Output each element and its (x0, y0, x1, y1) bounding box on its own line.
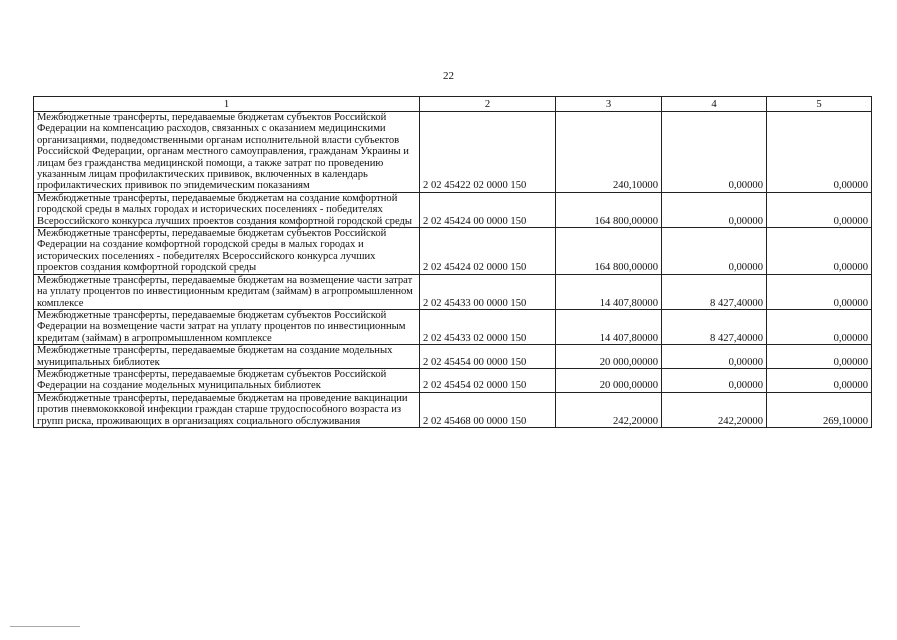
page-number: 22 (443, 70, 454, 82)
row-description: Межбюджетные трансферты, передаваемые бюджетам на возмещение части затрат на уплату процентов по инвестиционным кредитам (займам) в агропромышленном комплексе (34, 274, 420, 309)
row-value-col4: 0,00000 (662, 228, 767, 275)
row-description: Межбюджетные трансферты, передаваемые бюджетам субъектов Российской Федерации на создание модельных муниципальных библиотек (34, 368, 420, 392)
row-value-col4: 8 427,40000 (662, 309, 767, 344)
table-row (34, 274, 872, 309)
table-row (34, 112, 872, 193)
table-row (34, 192, 872, 227)
header-col-2: 2 (420, 97, 556, 112)
row-code: 2 02 45468 00 0000 150 (420, 392, 556, 427)
header-col-1: 1 (34, 97, 420, 112)
row-value-col3: 164 800,00000 (556, 228, 662, 275)
row-value-col5: 0,00000 (767, 309, 872, 344)
row-value-col5: 0,00000 (767, 368, 872, 392)
row-value-col5: 0,00000 (767, 274, 872, 309)
row-description: Межбюджетные трансферты, передаваемые бюджетам на создание комфортной городской среды в малых городах и исторических поселениях - победителях Всероссийского конкурса лучших проектов создания комфортной городской среды (34, 192, 420, 227)
table-row (34, 228, 872, 275)
header-col-4: 4 (662, 97, 767, 112)
row-code: 2 02 45424 02 0000 150 (420, 228, 556, 275)
row-value-col3: 20 000,00000 (556, 368, 662, 392)
footer-divider (10, 626, 80, 627)
row-description: Межбюджетные трансферты, передаваемые бюджетам субъектов Российской Федерации на создание комфортной городской среды в малых городах и исторических поселениях - победителях Всероссийского конкурса лучших проектов создания комфортной городской среды (34, 228, 420, 275)
row-description: Межбюджетные трансферты, передаваемые бюджетам субъектов Российской Федерации на возмещение части затрат на уплату процентов по инвестиционным кредитам (займам) в агропромышленном комплексе (34, 309, 420, 344)
row-value-col5: 0,00000 (767, 112, 872, 193)
row-value-col3: 240,10000 (556, 112, 662, 193)
row-value-col3: 164 800,00000 (556, 192, 662, 227)
row-value-col3: 20 000,00000 (556, 345, 662, 369)
table-row (34, 368, 872, 392)
row-code: 2 02 45433 02 0000 150 (420, 309, 556, 344)
row-description: Межбюджетные трансферты, передаваемые бюджетам на создание модельных муниципальных библиотек (34, 345, 420, 369)
row-value-col4: 0,00000 (662, 368, 767, 392)
row-code: 2 02 45454 02 0000 150 (420, 368, 556, 392)
row-value-col5: 0,00000 (767, 345, 872, 369)
row-value-col4: 0,00000 (662, 192, 767, 227)
row-value-col5: 0,00000 (767, 228, 872, 275)
header-col-5: 5 (767, 97, 872, 112)
row-value-col4: 0,00000 (662, 345, 767, 369)
row-code: 2 02 45422 02 0000 150 (420, 112, 556, 193)
header-row (34, 97, 872, 112)
row-code: 2 02 45433 00 0000 150 (420, 274, 556, 309)
row-value-col4: 8 427,40000 (662, 274, 767, 309)
row-value-col5: 269,10000 (767, 392, 872, 427)
row-value-col5: 0,00000 (767, 192, 872, 227)
header-col-3: 3 (556, 97, 662, 112)
table-row (34, 345, 872, 369)
row-code: 2 02 45454 00 0000 150 (420, 345, 556, 369)
row-value-col3: 242,20000 (556, 392, 662, 427)
row-value-col4: 242,20000 (662, 392, 767, 427)
budget-table (33, 96, 872, 428)
row-code: 2 02 45424 00 0000 150 (420, 192, 556, 227)
row-description: Межбюджетные трансферты, передаваемые бюджетам на проведение вакцинации против пневмококковой инфекции граждан старше трудоспособного возраста из групп риска, проживающих в организациях социального обслуживания (34, 392, 420, 427)
row-value-col4: 0,00000 (662, 112, 767, 193)
table-row (34, 309, 872, 344)
row-value-col3: 14 407,80000 (556, 309, 662, 344)
row-description: Межбюджетные трансферты, передаваемые бюджетам субъектов Российской Федерации на компенсацию расходов, связанных с оказанием медицинскими организациями, подведомственными органам исполнительной власти субъектов Российской Федерации, органам местного самоуправления, гражданам Украины и лицам без гражданства медицинской помощи, а также затрат по проведению указанным лицам профилактических прививок, включенных в календарь профилактических прививок по эпидемическим показаниям (34, 112, 420, 193)
row-value-col3: 14 407,80000 (556, 274, 662, 309)
table-row (34, 392, 872, 427)
